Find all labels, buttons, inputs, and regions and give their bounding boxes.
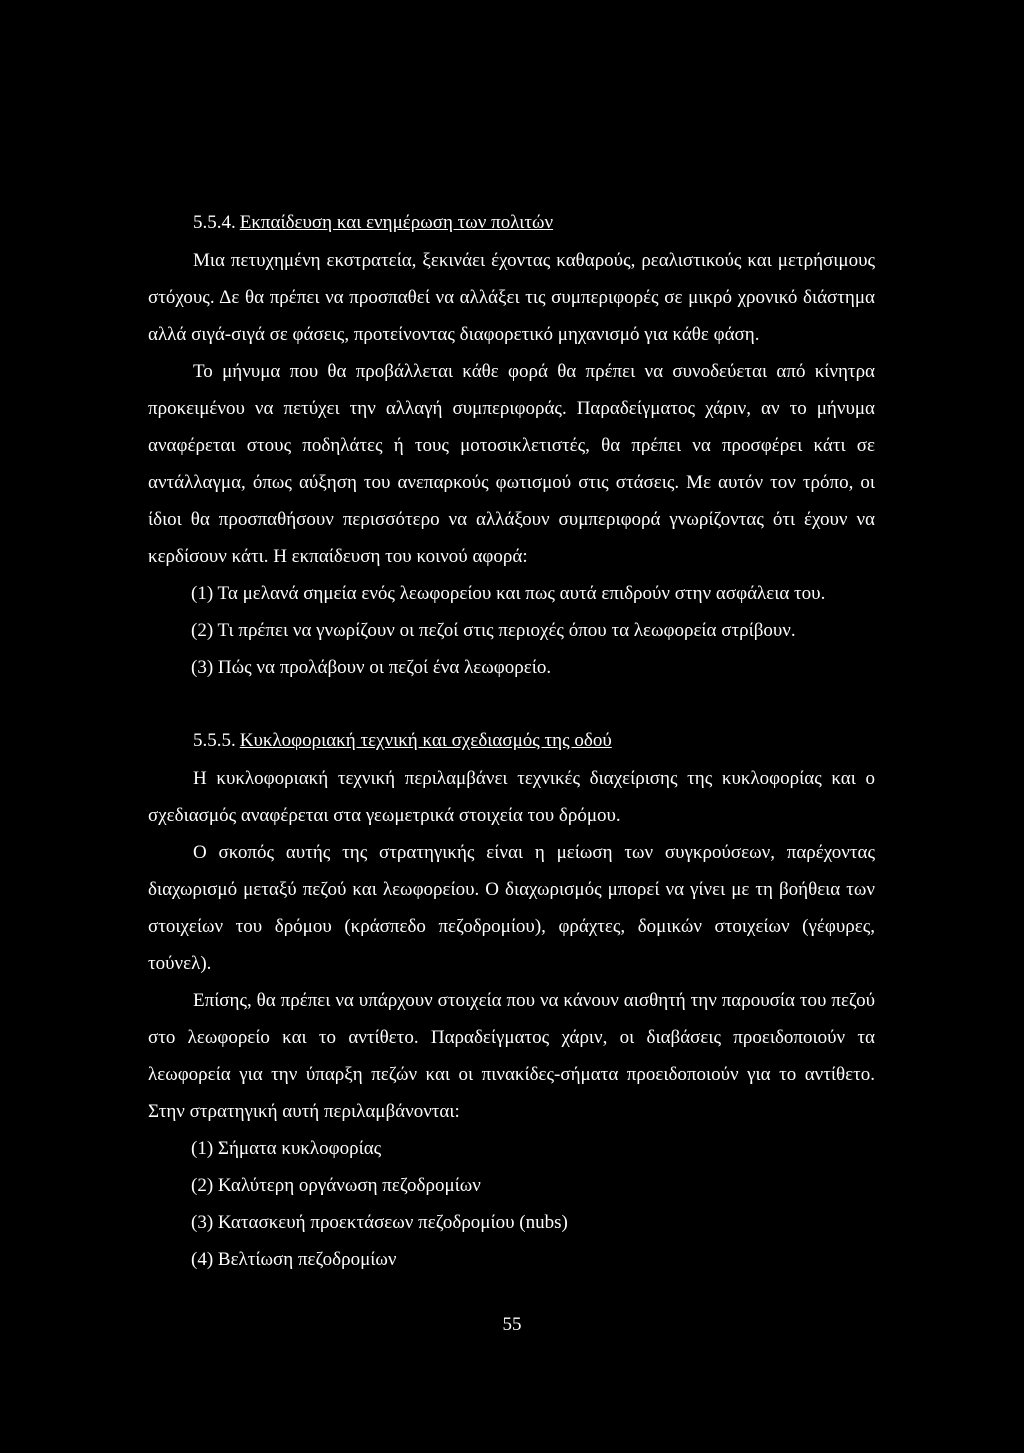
- section-number: 5.5.5.: [193, 730, 236, 751]
- section-number: 5.5.4.: [193, 212, 236, 233]
- section-spacer: [148, 686, 875, 722]
- list-item: (4) Βελτίωση πεζοδρομίων: [191, 1249, 397, 1270]
- list-item: (2) Τι πρέπει να γνωρίζουν οι πεζοί στις περιοχές όπου τα λεωφορεία στρίβουν.: [191, 620, 796, 641]
- page-content: [148, 204, 875, 1278]
- section-heading-5-5-5: [148, 722, 875, 760]
- education-list: [148, 575, 875, 686]
- paragraph: Μια πετυχημένη εκστρατεία, ξεκινάει έχοντας καθαρούς, ρεαλιστικούς και μετρήσιμους στόχους. Δε θα πρέπει να προσπαθεί να αλλάξει τις συμπεριφορές σε μικρό χρονικό διάστημα αλλά σιγά-σιγά σε φάσεις, προτείνοντας διαφορετικό μηχανισμό για κάθε φάση.: [148, 250, 875, 345]
- page-number: 55: [502, 1314, 522, 1335]
- strategy-list: [148, 1130, 875, 1278]
- paragraph: Η κυκλοφοριακή τεχνική περιλαμβάνει τεχνικές διαχείρισης της κυκλοφορίας και ο σχεδιασμός αναφέρεται στα γεωμετρικά στοιχεία του δρόμου.: [148, 768, 875, 826]
- paragraph: Ο σκοπός αυτής της στρατηγικής είναι η μείωση των συγκρούσεων, παρέχοντας διαχωρισμό μεταξύ πεζού και λεωφορείου. Ο διαχωρισμός μπορεί να γίνει με τη βοήθεια των στοιχείων του δρόμου (κράσπεδο πεζοδρομίου), φράχτες, δομικών στοιχείων (γέφυρες, τούνελ).: [148, 842, 875, 974]
- section-title: Κυκλοφοριακή τεχνική και σχεδιασμός της οδού: [239, 730, 612, 751]
- paragraph: Το μήνυμα που θα προβάλλεται κάθε φορά θα πρέπει να συνοδεύεται από κίνητρα προκειμένου να πετύχει την αλλαγή συμπεριφοράς. Παραδείγματος χάριν, αν το μήνυμα αναφέρεται στους ποδηλάτες ή τους μοτοσικλετιστές, θα πρέπει να προσφέρει κάτι σε αντάλλαγμα, όπως αύξηση του ανεπαρκούς φωτισμού στις στάσεις. Με αυτόν τον τρόπο, οι ίδιοι θα προσπαθήσουν περισσότερο να αλλάξουν συμπεριφορά γνωρίζοντας ότι έχουν να κερδίσουν κάτι. Η εκπαίδευση του κοινού αφορά:: [148, 361, 875, 567]
- list-item: (3) Κατασκευή προεκτάσεων πεζοδρομίου (nubs): [191, 1212, 568, 1233]
- paragraph: Επίσης, θα πρέπει να υπάρχουν στοιχεία που να κάνουν αισθητή την παρουσία του πεζού στο λεωφορείο και το αντίθετο. Παραδείγματος χάριν, οι διαβάσεις προειδοποιούν τα λεωφορεία για την ύπαρξη πεζών και οι πινακίδες-σήματα προειδοποιούν για το αντίθετο. Στην στρατηγική αυτή περιλαμβάνονται:: [148, 990, 875, 1122]
- list-item: (3) Πώς να προλάβουν οι πεζοί ένα λεωφορείο.: [191, 657, 552, 678]
- section-heading-5-5-4: [148, 204, 875, 242]
- section-title: Εκπαίδευση και ενημέρωση των πολιτών: [239, 212, 554, 233]
- list-item: (1) Σήματα κυκλοφορίας: [191, 1138, 382, 1159]
- list-item: (1) Τα μελανά σημεία ενός λεωφορείου και πως αυτά επιδρούν στην ασφάλεια του.: [191, 583, 826, 604]
- list-item: (2) Καλύτερη οργάνωση πεζοδρομίων: [191, 1175, 481, 1196]
